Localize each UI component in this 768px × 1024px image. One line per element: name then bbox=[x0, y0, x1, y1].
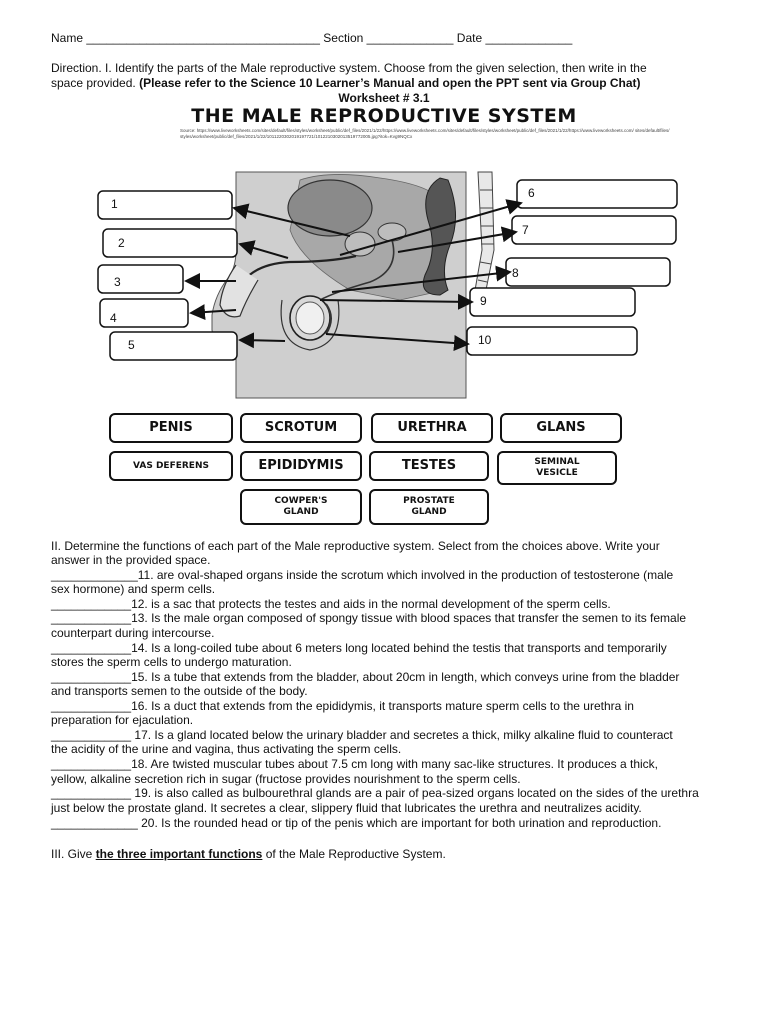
question-17-line-1: ____________ 17. Is a gland located below the urinary bladder and secretes a thick, milky alkaline fluid to counteract bbox=[51, 728, 673, 742]
question-19-line-1: ____________ 19. is also called as bulbourethral glands are a pair of pea-sized organs located on the sides of the urethra bbox=[51, 786, 699, 800]
label-box-9 bbox=[470, 288, 635, 316]
label-box-8 bbox=[506, 258, 670, 286]
question-20: _____________ 20. Is the rounded head or tip of the penis which are important for both urination and reproduction. bbox=[51, 816, 662, 830]
label-number-3: 3 bbox=[114, 275, 121, 289]
question-12: ____________12. is a sac that protects the testes and aids in the normal development of the sperm cells. bbox=[51, 597, 611, 611]
question-18-line-1: ____________18. Are twisted muscular tubes about 7.5 cm long with many sac-like structures. It produces a thick, bbox=[51, 757, 658, 771]
seminal-vesicle bbox=[378, 223, 406, 241]
direction-plain: space provided. bbox=[51, 76, 136, 90]
name-label: Name bbox=[51, 31, 84, 45]
label-number-10: 10 bbox=[478, 333, 492, 347]
seminal-line-2: VESICLE bbox=[536, 468, 578, 478]
question-19-line-2: just below the prostate gland. It secretes a clear, slippery fluid that lubricates the urethra and neutralizes acidity. bbox=[51, 801, 642, 815]
label-number-6: 6 bbox=[528, 186, 535, 200]
arrow-5 bbox=[240, 340, 285, 341]
section-label: Section bbox=[323, 31, 364, 45]
part3-heading bbox=[51, 847, 721, 862]
page-title: THE MALE REPRODUCTIVE SYSTEM bbox=[191, 105, 577, 127]
question-13-line-2: counterpart during intercourse. bbox=[51, 626, 215, 640]
name-field[interactable]: ___________________________________ bbox=[86, 31, 320, 45]
part3-prefix: III. Give bbox=[51, 847, 96, 861]
bladder bbox=[288, 180, 372, 236]
question-18-line-2: yellow, alkaline secretion rich in sugar (fructose provides nourishment to the sperm cells. bbox=[51, 772, 521, 786]
date-field[interactable]: _____________ bbox=[485, 31, 573, 45]
prostate-line-2: GLAND bbox=[411, 507, 447, 517]
question-14-line-1: ____________14. Is a long-coiled tube about 6 meters long located behind the testis that transports and temporarily bbox=[51, 641, 667, 655]
choice-urethra: URETHRA bbox=[371, 413, 493, 443]
label-number-8: 8 bbox=[512, 266, 519, 280]
prostate-line-1: PROSTATE bbox=[403, 496, 455, 506]
label-number-5: 5 bbox=[128, 338, 135, 352]
label-box-10 bbox=[467, 327, 637, 355]
question-11-line-1: _____________11. are oval-shaped organs inside the scrotum which involved in the production of testosterone (male bbox=[51, 568, 674, 582]
choice-glans: GLANS bbox=[500, 413, 622, 443]
worksheet-number: Worksheet # 3.1 bbox=[338, 91, 430, 105]
label-number-4: 4 bbox=[110, 311, 117, 325]
question-11-line-2: sex hormone) and sperm cells. bbox=[51, 582, 216, 596]
label-box-3 bbox=[98, 265, 183, 293]
choice-testes: TESTES bbox=[369, 451, 489, 481]
cowpers-line-1: COWPER'S bbox=[274, 496, 328, 506]
question-17-line-2: the acidity of the urine and vagina, thus activating the sperm cells. bbox=[51, 742, 402, 756]
choice-cowpers-gland bbox=[240, 489, 362, 525]
label-number-7: 7 bbox=[522, 223, 529, 237]
part3-suffix: of the Male Reproductive System. bbox=[262, 847, 446, 861]
question-13-line-1: ____________13. Is the male organ composed of spongy tissue with blood spaces that transfer the semen to its female bbox=[51, 611, 687, 625]
label-box-1 bbox=[98, 191, 232, 219]
part2-heading-1: II. Determine the functions of each part of the Male reproductive system. Select from the choices above. Write your bbox=[51, 539, 660, 553]
source-citation: Source: https://www.liveworksheets.com/sites/default/files/styles/worksheet/public/def_files/2021/1/22/https://www.liveworksheets.com/sites/default/files/styles/worksheet/public/def_files/2021/1/22/https://www.liveworksheets.com/ sites/default/files/styles/worksheet/public/def_files/2021/1/22/1011220302019197721/1012210302013519772005.jpg?itok=Kvg9NQCx bbox=[180, 128, 670, 139]
choice-scrotum: SCROTUM bbox=[240, 413, 362, 443]
choice-seminal-vesicle bbox=[497, 451, 617, 485]
question-15-line-1: ____________15. Is a tube that extends from the bladder, about 20cm in length, which conveys urine from the bladder bbox=[51, 670, 680, 684]
label-box-7 bbox=[512, 216, 676, 244]
question-14-line-2: stores the sperm cells to undergo maturation. bbox=[51, 655, 292, 669]
date-label: Date bbox=[456, 31, 483, 45]
question-16-line-1: ____________16. Is a duct that extends from the epididymis, it transports mature sperm cells to the urethra in bbox=[51, 699, 634, 713]
seminal-line-1: SEMINAL bbox=[534, 457, 580, 467]
label-box-6 bbox=[517, 180, 677, 208]
choice-vas-deferens: VAS DEFERENS bbox=[109, 451, 233, 481]
part3-emphasis: the three important functions bbox=[95, 847, 263, 861]
question-15-line-2: and transports semen to the outside of the body. bbox=[51, 684, 308, 698]
question-16-line-2: preparation for ejaculation. bbox=[51, 713, 194, 727]
choice-epididymis: EPIDIDYMIS bbox=[240, 451, 362, 481]
choice-prostate-gland bbox=[369, 489, 489, 525]
choice-penis: PENIS bbox=[109, 413, 233, 443]
direction-line-1: Direction. I. Identify the parts of the Male reproductive system. Choose from the given selection, then write in the bbox=[51, 61, 647, 75]
cowpers-line-2: GLAND bbox=[283, 507, 319, 517]
label-number-9: 9 bbox=[480, 294, 487, 308]
section-field[interactable]: _____________ bbox=[366, 31, 454, 45]
direction-bold: (Please refer to the Science 10 Learner’s Manual and open the PPT sent via Group Chat) bbox=[139, 76, 641, 90]
label-number-1: 1 bbox=[111, 197, 118, 211]
part2-heading-2: answer in the provided space. bbox=[51, 553, 211, 567]
label-number-2: 2 bbox=[118, 236, 125, 250]
